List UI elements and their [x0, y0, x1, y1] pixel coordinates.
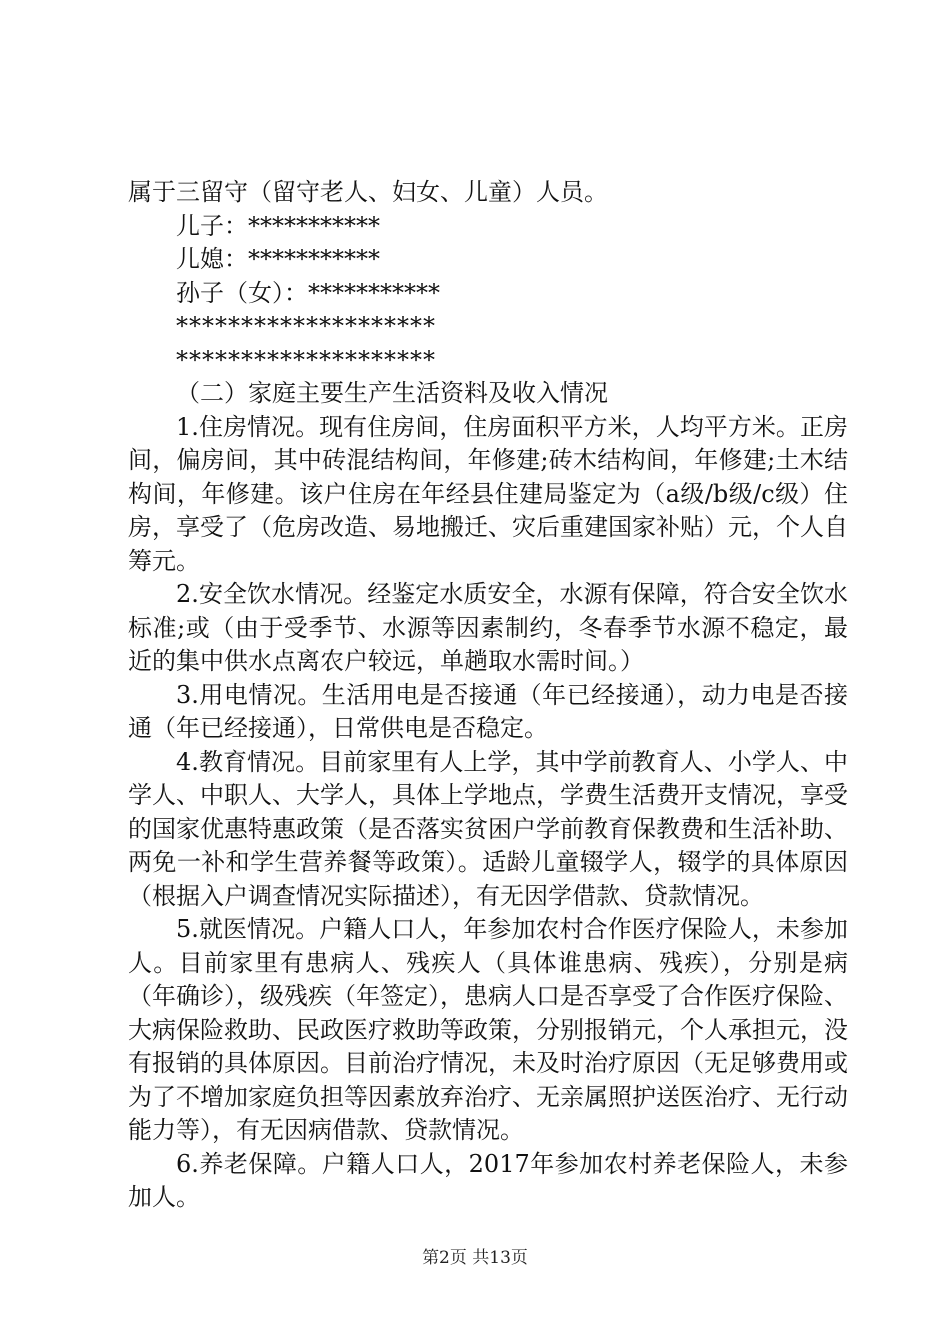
paragraph-electricity: 3.用电情况。生活用电是否接通（年已经接通），动力电是否接通（年已经接通），日常供电是否稳定。	[128, 680, 848, 742]
document-body	[128, 176, 848, 1215]
page-number-footer: 第2页 共13页	[422, 1248, 528, 1268]
text-line-residents: 属于三留守（留守老人、妇女、儿童）人员。	[128, 178, 608, 206]
text-line-masked-1: ********************	[176, 312, 436, 340]
text-line-grandchild: 孙子（女）：***********	[176, 278, 440, 307]
text-line-daughter-in-law: 儿媳：***********	[176, 245, 380, 273]
paragraph-pension: 6.养老保障。户籍人口人，2017年参加农村养老保险人，未参加人。	[128, 1149, 848, 1211]
paragraph-drinking-water: 2.安全饮水情况。经鉴定水质安全，水源有保障，符合安全饮水标准;或（由于受季节、水源等因素制约，冬春季节水源不稳定，最近的集中供水点离农户较远，单趟取水需时间。）	[128, 580, 848, 675]
paragraph-housing: 1.住房情况。现有住房间，住房面积平方米，人均平方米。正房间，偏房间，其中砖混结构间，年修建;砖木结构间，年修建;土木结构间，年修建。该户住房在年经县住建局鉴定为（a级/b级/c级）住房，享受了（危房改造、易地搬迁、灾后重建国家补贴）元，个人自筹元。	[128, 412, 848, 575]
paragraph-education: 4.教育情况。目前家里有人上学，其中学前教育人、小学人、中学人、中职人、大学人，具体上学地点，学费生活费开支情况，享受的国家优惠特惠政策（是否落实贫困户学前教育保教费和生活补助、两免一补和学生营养餐等政策）。适龄儿童辍学人，辍学的具体原因（根据入户调查情况实际描述），有无因学借款、贷款情况。	[128, 747, 848, 910]
text-line-masked-2: ********************	[176, 345, 436, 374]
paragraph-medical: 5.就医情况。户籍人口人，年参加农村合作医疗保险人，未参加人。目前家里有患病人、残疾人（具体谁患病、残疾），分别是病（年确诊），级残疾（年签定），患病人口是否享受了合作医疗保险、大病保险救助、民政医疗救助等政策，分别报销元，个人承担元，没有报销的具体原因。目前治疗情况，未及时治疗原因（无足够费用或为了不增加家庭负担等因素放弃治疗、无亲属照护送医治疗、无行动能力等），有无因病借款、贷款情况。	[128, 915, 848, 1144]
section-heading: （二）家庭主要生产生活资料及收入情况	[176, 379, 608, 407]
text-line-son: 儿子：***********	[176, 211, 380, 240]
